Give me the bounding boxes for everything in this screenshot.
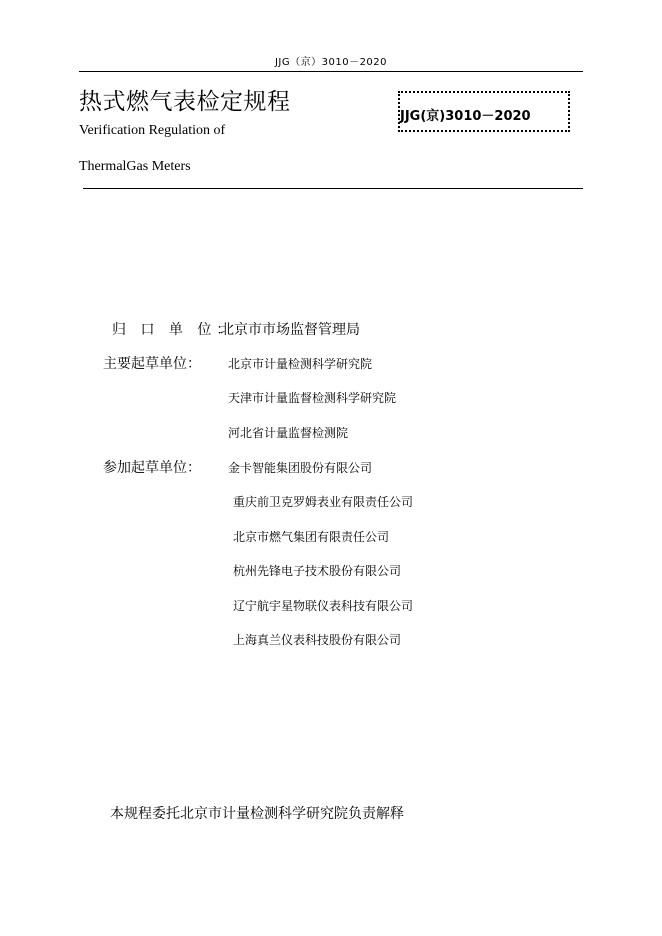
- participating-unit-1: 金卡智能集团股份有限公司: [228, 461, 373, 475]
- main-unit-2: 天津市计量监督检测科学研究院: [228, 391, 397, 405]
- guikou-value: 北京市市场监督管理局: [220, 322, 360, 338]
- document-code: JJG(京)3010－2020: [400, 109, 531, 124]
- participating-drafting-label: 参加起草单位：: [103, 460, 201, 476]
- guikou-label: 归 口 单 位：: [112, 322, 236, 338]
- participating-unit-6: 上海真兰仪表科技股份有限公司: [233, 633, 402, 647]
- document-title: 热式燃气表检定规程: [79, 89, 291, 115]
- main-drafting-label: 主要起草单位：: [103, 356, 201, 372]
- header-document-code: JJG（京）3010－2020: [274, 57, 388, 68]
- main-unit-3: 河北省计量监督检测院: [228, 426, 349, 440]
- english-title-line-2: ThermalGas Meters: [79, 159, 191, 174]
- participating-unit-3: 北京市燃气集团有限责任公司: [233, 530, 390, 544]
- participating-unit-4: 杭州先锋电子技术股份有限公司: [233, 564, 402, 578]
- english-title-line-1: Verification Regulation of: [79, 123, 226, 138]
- interpretation-note: 本规程委托北京市计量检测科学研究院负责解释: [110, 806, 404, 822]
- document-code-box: [398, 91, 570, 132]
- participating-unit-5: 辽宁航宇星物联仪表科技有限公司: [233, 599, 414, 613]
- main-unit-1: 北京市计量检测科学研究院: [228, 357, 373, 371]
- header-rule: [79, 71, 583, 72]
- title-rule: [83, 188, 583, 189]
- participating-unit-2: 重庆前卫克罗姆表业有限责任公司: [233, 495, 414, 509]
